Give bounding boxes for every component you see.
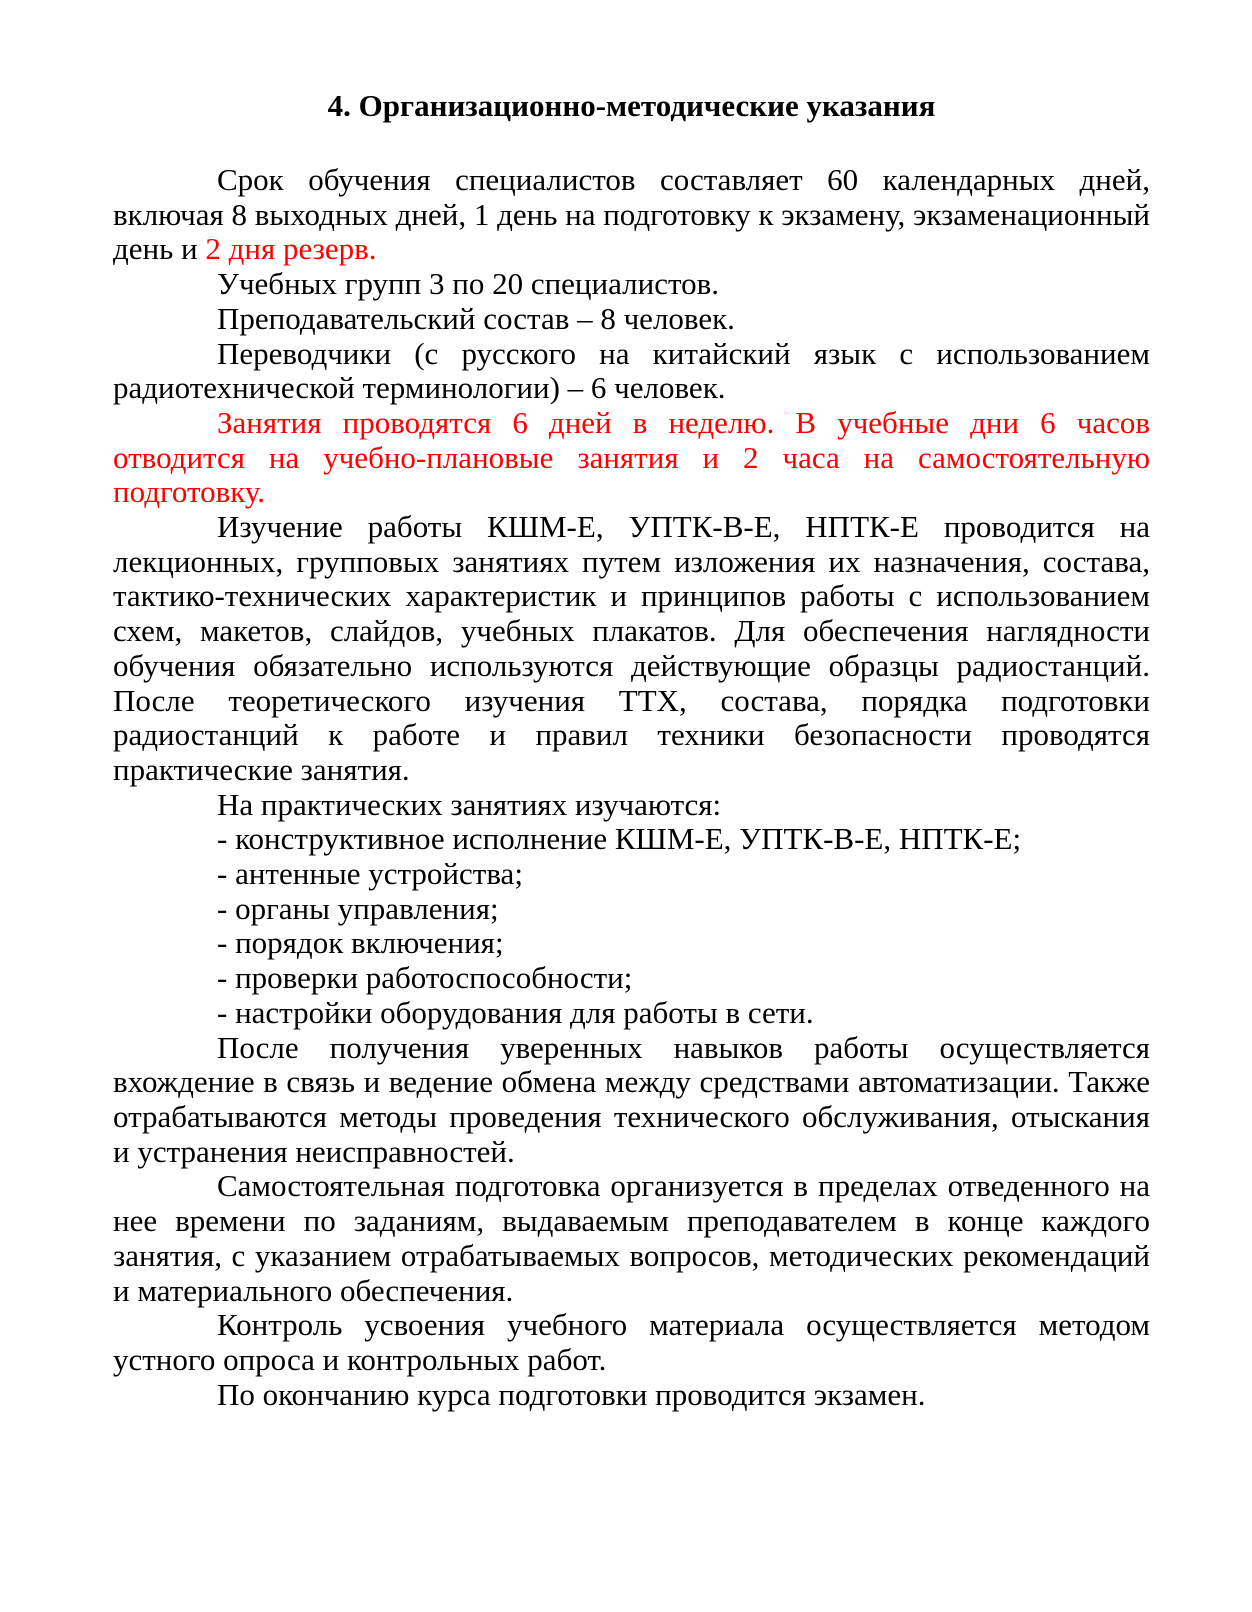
text-run: На практических занятиях изучаются:: [217, 786, 722, 822]
document-body: [113, 163, 1150, 1412]
paragraph: [113, 510, 1150, 788]
text-run: - конструктивное исполнение КШМ-Е, УПТК-В-Е, НПТК-Е;: [217, 821, 1022, 857]
paragraph: [113, 1308, 1150, 1377]
paragraph: [113, 302, 1150, 337]
text-run: По окончанию курса подготовки проводится экзамен.: [217, 1376, 926, 1412]
paragraph: [113, 267, 1150, 302]
paragraph: [113, 337, 1150, 406]
text-run: - проверки работоспособности;: [217, 960, 633, 996]
paragraph: [113, 857, 1150, 892]
paragraph: [113, 926, 1150, 961]
text-run: Учебных групп 3 по 20 специалистов.: [217, 266, 719, 302]
paragraph: [113, 996, 1150, 1031]
text-run: После получения уверенных навыков работы осуществляется вхождение в связь и ведение обмена между средствами автоматизации. Также отрабатываются методы проведения технического обслуживания, отыскания и устранения неисправностей.: [113, 1029, 1150, 1169]
text-run: Срок обучения специалистов составляет 60 календарных дней, включая 8 выходных дней, 1 день на подготовку к экзамену, экзаменационный день и: [113, 162, 1150, 267]
paragraph: [113, 406, 1150, 510]
text-run-red: 2 дня резерв.: [205, 231, 377, 267]
text-run: Изучение работы КШМ-Е, УПТК-В-Е, НПТК-Е проводится на лекционных, групповых занятиях путем изложения их назначения, состава, тактико-технических характеристик и принципов работы с использованием схем, макетов, слайдов, учебных плакатов. Для обеспечения наглядности обучения обязательно используются действующие образцы радиостанций. После теоретического изучения ТТХ, состава, порядка подготовки радиостанций к работе и правил техники безопасности проводятся практические занятия.: [113, 509, 1150, 787]
text-run-red: Занятия проводятся 6 дней в неделю. В учебные дни 6 часов отводится на учебно-плановые занятия и 2 часа на самостоятельную подготовку.: [113, 404, 1150, 510]
paragraph: [113, 1031, 1150, 1170]
text-run: Преподавательский состав – 8 человек.: [217, 300, 735, 336]
text-run: - антенные устройства;: [217, 856, 523, 892]
paragraph: [113, 892, 1150, 927]
text-run: Переводчики (с русского на китайский язык с использованием радиотехнической терминологии) – 6 человек.: [113, 335, 1150, 406]
text-run: - порядок включения;: [217, 925, 504, 961]
paragraph: [113, 163, 1150, 267]
text-run: Контроль усвоения учебного материала осуществляется методом устного опроса и контрольных работ.: [113, 1307, 1150, 1377]
text-run: Самостоятельная подготовка организуется в пределах отведенного на нее времени по заданиям, выдаваемым преподавателем в конце каждого занятия, с указанием отрабатываемых вопросов, методических рекомендаций и материального обеспечения.: [113, 1168, 1150, 1308]
paragraph: [113, 1378, 1150, 1413]
paragraph: [113, 788, 1150, 823]
text-run: - настройки оборудования для работы в сети.: [217, 994, 814, 1030]
paragraph: [113, 961, 1150, 996]
document-title: 4. Организационно-методические указания: [327, 88, 936, 123]
text-run: - органы управления;: [217, 890, 499, 926]
paragraph: [113, 1169, 1150, 1308]
paragraph: [113, 822, 1150, 857]
